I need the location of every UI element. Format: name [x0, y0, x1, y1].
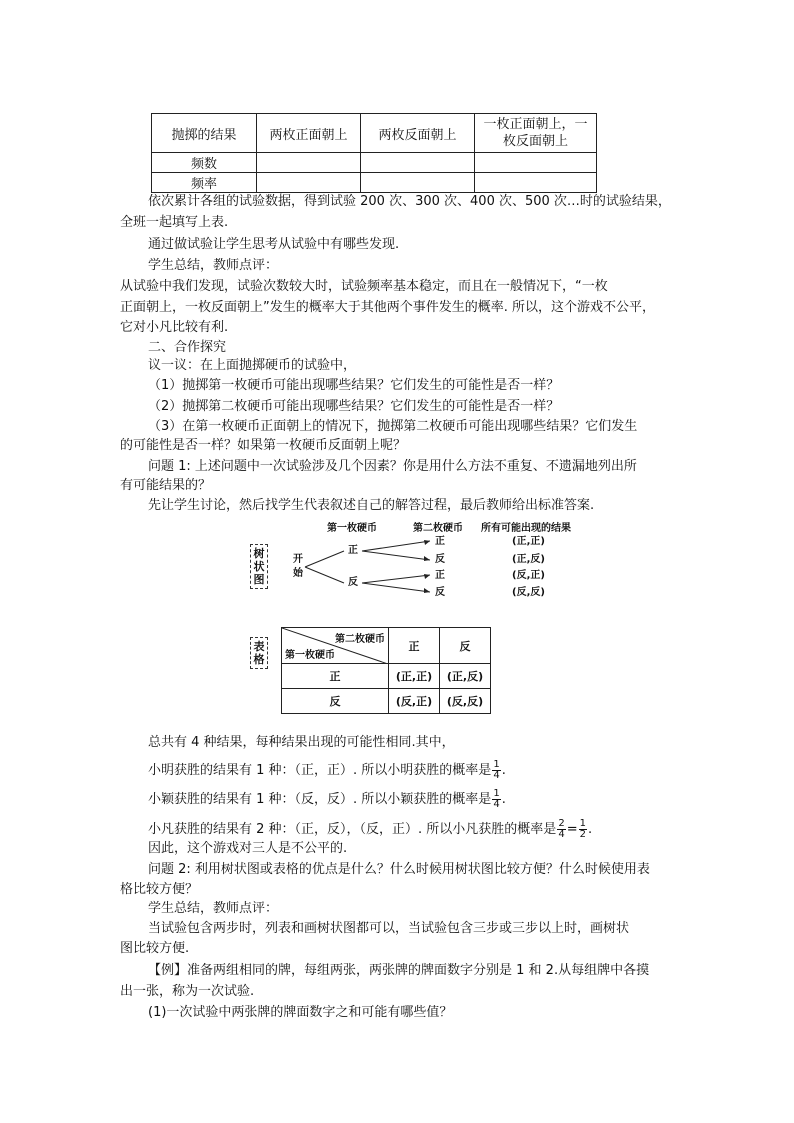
- col-head-heads: 正: [389, 628, 440, 664]
- period: .: [587, 822, 593, 837]
- paragraph-line: 依次累计各组的试验数据，得到试验 200 次、300 次、400 次、500 次…时的试验结果，: [148, 194, 671, 209]
- paragraph-line: 格比较方便？: [120, 882, 199, 897]
- period: .: [501, 792, 506, 807]
- tree-second-node: 反: [435, 587, 445, 598]
- tree-first-heads: 正: [348, 545, 358, 556]
- paragraph-line: 议一议：在上面抛掷硬币的试验中，: [148, 358, 357, 373]
- question-line: （2）抛掷第二枚硬币可能出现哪些结果？它们发生的可能性是否一样？: [148, 399, 560, 414]
- fraction-two-fourths: [557, 819, 565, 840]
- fraction-one-half: [579, 819, 587, 840]
- tree-header-second-coin: 第二枚硬币: [413, 523, 463, 534]
- header-cell-both-heads: 两枚正面朝上: [257, 114, 361, 153]
- label-char: 状: [253, 560, 265, 573]
- tree-result: (正,正): [512, 536, 545, 547]
- branch-line: [305, 567, 344, 583]
- tree-second-node: 正: [435, 570, 445, 581]
- paragraph-line: 学生总结，教师点评：: [148, 258, 279, 273]
- header-cell-result: 抛掷的结果: [152, 114, 257, 153]
- paragraph-line: 先让学生讨论，然后找学生代表叙述自己的解答过程，最后教师给出标准答案.: [148, 498, 595, 513]
- fraction-denominator: 4: [558, 829, 565, 840]
- paragraph-line: 通过做试验让学生思考从试验中有哪些发现.: [148, 237, 400, 252]
- col-head-tails: 反: [440, 628, 491, 664]
- branch-line: [362, 551, 430, 560]
- corner-top-label: 第二枚硬币: [335, 634, 385, 645]
- fraction-one-fourth: [492, 789, 500, 810]
- question-line: 的可能性是否一样？如果第一枚硬币反面朝上呢？: [120, 438, 407, 453]
- fraction-one-fourth: [492, 760, 500, 781]
- paragraph-line: 从试验中我们发现，试验次数较大时，试验频率基本稳定，而且在一般情况下，“一枚: [120, 279, 608, 294]
- branch-line: [305, 551, 344, 567]
- paragraph-line: 当试验包含两步时，列表和画树状图都可以，当试验包含三步或三步以上时，画树状: [148, 921, 630, 936]
- start-char: 开: [293, 554, 303, 565]
- row-label-frequency-rate: 频率: [152, 173, 257, 193]
- tree-result: (反,正): [512, 570, 545, 581]
- question-line: （1）抛掷第一枚硬币可能出现哪些结果？它们发生的可能性是否一样？: [148, 378, 560, 393]
- paragraph-line: 问题 2: 利用树状图或表格的优点是什么？什么时候用树状图比较方便？什么时候使用表: [148, 862, 650, 877]
- example-line: 【例】准备两组相同的牌，每组两张，两张牌的牌面数字分别是 1 和 2.从每组牌中各摸: [148, 963, 650, 978]
- outcome-table: [281, 627, 491, 714]
- fraction-numerator: 1: [579, 818, 586, 829]
- header-cell-mixed-line2: 枚反面朝上: [502, 134, 568, 149]
- xiaoming-line: [148, 760, 506, 781]
- tree-result: (反,反): [512, 587, 545, 598]
- paragraph-line: 学生总结，教师点评：: [148, 901, 279, 916]
- branch-line: [362, 583, 430, 592]
- row-label-frequency-count: 频数: [152, 153, 257, 173]
- xiaofan-text: 小凡获胜的结果有 2 种：（正，反），（反，正）. 所以小凡获胜的概率是: [148, 822, 557, 837]
- fraction-denominator: 4: [493, 770, 500, 781]
- corner-bottom-label: 第一枚硬币: [285, 650, 335, 661]
- xiaofan-line: [148, 819, 592, 840]
- branch-line: [362, 541, 430, 551]
- xiaoming-text: 小明获胜的结果有 1 种：（正，正）. 所以小明获胜的概率是: [148, 763, 492, 778]
- fraction-denominator: 4: [493, 799, 500, 810]
- xiaoying-line: [148, 789, 506, 810]
- tree-first-tails: 反: [348, 577, 358, 588]
- corner-cell: [282, 628, 389, 664]
- table-cell: (正,反): [440, 664, 491, 689]
- tree-second-node: 正: [435, 536, 445, 547]
- paragraph-line: 图比较方便.: [120, 941, 190, 956]
- table-cell: (反,反): [440, 689, 491, 714]
- label-char: 表: [253, 640, 265, 653]
- paragraph-line: 总共有 4 种结果，每种结果出现的可能性相同.其中，: [148, 735, 455, 750]
- paragraph-line: 有可能结果的？: [120, 478, 212, 493]
- question-line: （3）在第一枚硬币正面朝上的情况下，抛掷第二枚硬币可能出现哪些结果？它们发生: [148, 419, 638, 434]
- period: .: [501, 763, 506, 778]
- table-cell: (反,正): [389, 689, 440, 714]
- fraction-numerator: 1: [493, 759, 500, 770]
- table-diagram-label: [250, 637, 268, 669]
- fraction-numerator: 1: [493, 788, 500, 799]
- paragraph-line: 全班一起填写上表.: [120, 215, 229, 230]
- example-question: (1)一次试验中两张牌的牌面数字之和可能有哪些值？: [148, 1005, 453, 1020]
- conclusion-line: 因此，这个游戏对三人是不公平的.: [148, 841, 348, 856]
- header-cell-both-tails: 两枚反面朝上: [361, 114, 475, 153]
- fraction-denominator: 2: [579, 829, 586, 840]
- paragraph-line: 正面朝上，一枚反面朝上”发生的概率大于其他两个事件发生的概率. 所以，这个游戏不公平，: [120, 300, 656, 315]
- paragraph-line: 它对小凡比较有利.: [120, 320, 229, 335]
- section-heading: 二、合作探究: [148, 340, 227, 355]
- label-char: 格: [253, 653, 265, 666]
- row-head-heads: 正: [282, 664, 389, 689]
- header-cell-mixed-line1: 一枚正面朝上，一: [483, 117, 588, 132]
- table-cell: (正,正): [389, 664, 440, 689]
- branch-line: [362, 575, 430, 583]
- tree-header-first-coin: 第一枚硬币: [327, 523, 377, 534]
- start-char: 始: [293, 568, 303, 579]
- paragraph-line: 问题 1: 上述问题中一次试验涉及几个因素？你是用什么方法不重复、不遗漏地列出所: [148, 459, 637, 474]
- example-line: 出一张，称为一次试验.: [120, 984, 255, 999]
- equals-sign: =: [566, 822, 578, 837]
- tree-second-node: 反: [435, 554, 445, 565]
- label-char: 图: [253, 573, 265, 586]
- tree-header-all-results: 所有可能出现的结果: [481, 523, 571, 534]
- row-head-tails: 反: [282, 689, 389, 714]
- fraction-numerator: 2: [558, 818, 565, 829]
- label-char: 树: [253, 547, 265, 560]
- xiaoying-text: 小颖获胜的结果有 1 种：（反，反）. 所以小颖获胜的概率是: [148, 792, 492, 807]
- tree-result: (正,反): [512, 554, 545, 565]
